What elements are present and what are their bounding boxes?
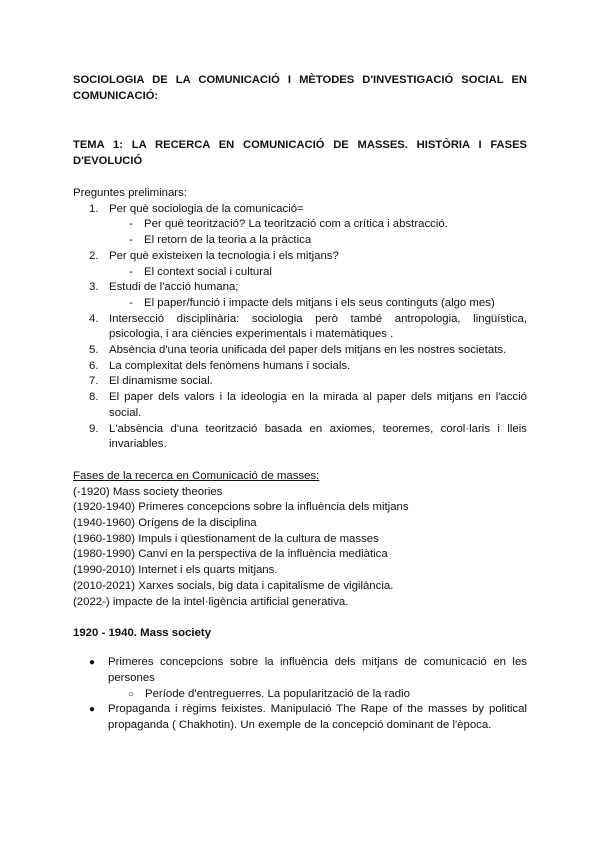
item-text: Per què existeixen la tecnologia i els mitjans? [109,249,339,262]
item-number: 6. [89,359,99,372]
phase-line: (2022-) impacte de la intel·ligència artificial generativa. [73,595,349,608]
item-text: L'absència d'una teorització basada en axiomes, teoremes, corol·laris i lleis invariables. [109,422,527,451]
list-item [73,343,527,359]
phase-line: (-1920) Mass society theories [73,485,223,498]
list-item [73,202,527,249]
sub-item [109,233,527,249]
item-text: El paper dels valors i la ideologia en la mirada al paper dels mitjans en l'acció social. [109,391,527,419]
bullet-item [73,655,527,702]
sub-list [109,217,527,248]
sub-list [109,296,527,312]
item-text: Per què sociologia de la comunicació= [109,202,304,215]
item-number: 3. [89,281,99,294]
preliminary-questions-label: Preguntes preliminars: [73,187,187,199]
sub-item-text: El paper/funció i impacte dels mitjans i els seus continguts (algo mes) [144,296,495,309]
phase-line: (1960-1980) Impuls i qüestionament de la cultura de masses [73,532,379,545]
sub-item [109,217,527,233]
phases-title: Fases de la recerca en Comunicació de masses: [73,469,320,482]
section-title: 1920 - 1940. Mass society [73,627,212,640]
dash-marker: - [129,234,133,247]
sub-list [109,265,527,281]
item-number: 8. [89,391,99,404]
item-text: Absència d'una teoria unificada del paper dels mitjans en les nostres societats. [109,344,507,357]
item-text: Estudi de l'acció humana; [109,281,239,294]
list-item [73,359,527,375]
sub-item-text: Per què teorització? La teorització com a crítica i abstracció. [144,218,448,231]
preliminary-questions-list [73,202,527,453]
bullet-text: Propaganda i règims feixistes. Manipulació The Rape of the masses by political propaganda ( Chakhotin). Un exemple de la concepció dominant de l'època. [108,703,527,732]
list-item [73,390,527,421]
sub-item-text: El context social i cultural [144,265,272,278]
bullet-list [73,655,527,734]
phases-list [73,485,527,611]
bullet-icon: ● [89,704,96,716]
dash-marker: - [129,265,133,278]
list-item [73,312,527,343]
list-item [73,249,527,280]
phase-line: (1990-2010) Internet i els quarts mitjans. [73,564,278,577]
item-number: 2. [89,249,99,262]
sub-item-text: El retorn de la teoria a la pràctica [144,234,312,247]
list-item [73,280,527,311]
item-number: 5. [89,344,99,357]
phase-line: (1980-1990) Canvi en la perspectiva de la influència mediàtica [73,548,388,561]
item-number: 1. [89,202,99,215]
sub-bullet-item [108,687,527,703]
circle-bullet-icon: ○ [128,688,135,700]
item-number: 7. [89,375,99,388]
sub-bullet-list [108,687,527,703]
topic-title: TEMA 1: LA RECERCA EN COMUNICACIÓ DE MASSES. HISTÒRIA I FASES D'EVOLUCIÓ [73,139,527,167]
item-text: Intersecció disciplinària: sociologia però també antropologia, lingüística, psicologia, i ara ciències experimentals i matemàtiques . [109,312,527,341]
bullet-text: Primeres concepcions sobre la influència dels mitjans de comunicació en les persones [108,656,527,684]
dash-marker: - [129,296,133,309]
phase-line: (2010-2021) Xarxes socials, big data i capitalisme de vigilància. [73,579,394,592]
item-text: El dinamisme social. [109,375,213,388]
phase-line: (1940-1960) Orígens de la disciplina [73,517,257,530]
sub-item [109,265,527,281]
list-item [73,374,527,390]
sub-item [109,296,527,312]
bullet-icon: ● [89,657,96,669]
phase-line: (1920-1940) Primeres concepcions sobre la influència dels mitjans [73,501,409,514]
bullet-item [73,702,527,733]
item-number: 4. [89,312,99,325]
sub-bullet-text: Període d'entreguerres. La popularització de la radio [145,687,410,700]
item-text: La complexitat dels fenòmens humans i socials. [109,359,351,372]
document-title: SOCIOLOGIA DE LA COMUNICACIÓ I MÈTODES D'INVESTIGACIÓ SOCIAL EN COMUNICACIÓ: [73,74,527,102]
item-number: 9. [89,422,99,435]
dash-marker: - [129,218,133,231]
list-item [73,422,527,453]
